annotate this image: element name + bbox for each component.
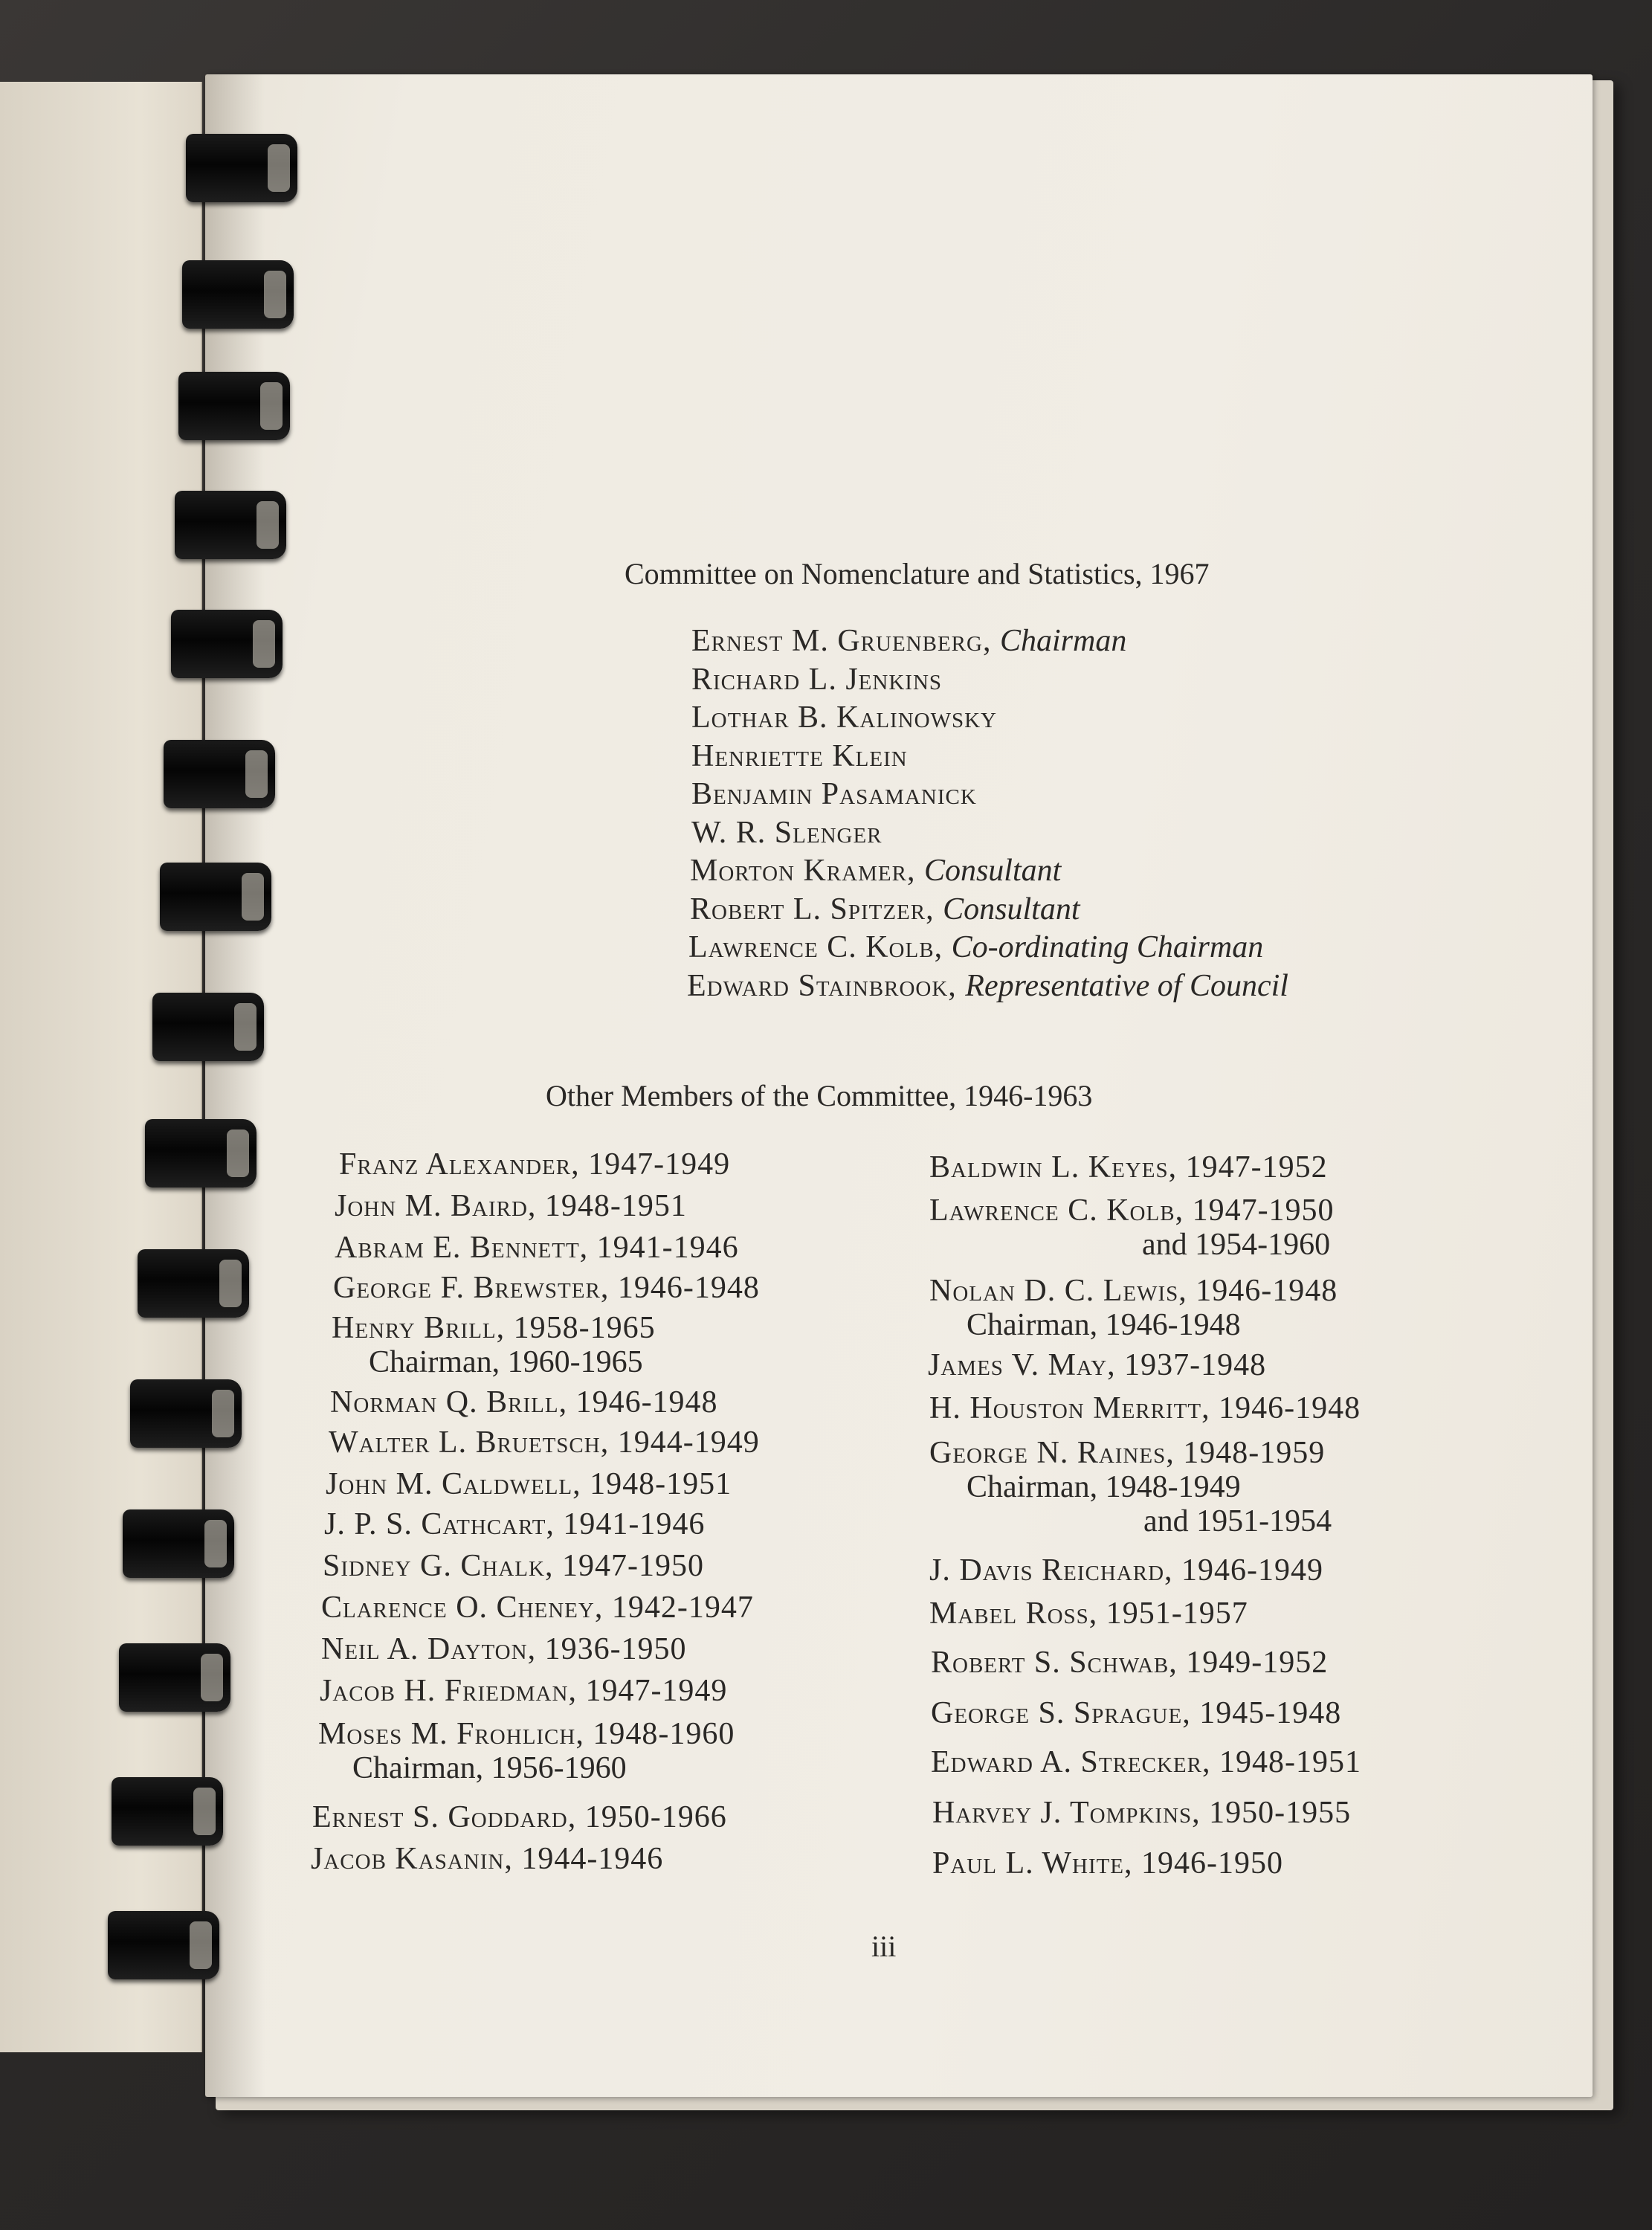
member-years: 1946-1949 xyxy=(1181,1553,1324,1588)
member-role: Consultant xyxy=(923,854,1062,888)
member-name: John M. Baird xyxy=(335,1189,528,1223)
member-name: Edward A. Strecker xyxy=(931,1745,1202,1779)
member-name: John M. Caldwell xyxy=(326,1467,573,1501)
binding-coil xyxy=(108,1911,219,1979)
member-name: George F. Brewster xyxy=(333,1271,601,1305)
member-years: 1949-1952 xyxy=(1186,1646,1329,1680)
former-member: Baldwin L. Keyes, 1947-1952 xyxy=(929,1150,1328,1185)
binding-coil xyxy=(152,993,264,1061)
binding-coil xyxy=(130,1379,242,1448)
binding-coil xyxy=(145,1119,256,1187)
member-years: 1947-1949 xyxy=(585,1674,728,1708)
member-years: 1947-1950 xyxy=(1192,1193,1335,1228)
member-name: Abram E. Bennett xyxy=(335,1231,580,1265)
binding-coil xyxy=(186,134,297,202)
former-member: Sidney G. Chalk, 1947-1950 xyxy=(323,1549,704,1583)
former-member: Jacob H. Friedman, 1947-1949 xyxy=(320,1674,728,1708)
member-years: 1947-1952 xyxy=(1185,1150,1328,1185)
member-years: 1944-1946 xyxy=(521,1842,664,1876)
member-name: Norman Q. Brill xyxy=(330,1385,559,1419)
member-name: Lothar B. Kalinowsky xyxy=(691,700,997,735)
member-years: 1948-1960 xyxy=(593,1717,735,1751)
former-member: Norman Q. Brill, 1946-1948 xyxy=(330,1385,718,1419)
member-role: Chairman xyxy=(999,624,1127,658)
member-years: 1936-1950 xyxy=(544,1632,687,1666)
committee-member: Ernest M. Gruenberg, Chairman xyxy=(691,624,1127,658)
former-member: Clarence O. Cheney, 1942-1947 xyxy=(321,1591,754,1625)
member-name: Mabel Ross xyxy=(929,1596,1089,1631)
committee-member xyxy=(691,700,997,735)
committee-heading: Committee on Nomenclature and Statistics, 1967 xyxy=(625,557,1210,590)
committee-member xyxy=(691,738,908,774)
former-member: Lawrence C. Kolb, 1947-1950 xyxy=(929,1193,1335,1228)
member-name: George S. Sprague xyxy=(931,1696,1183,1730)
member-name: W. R. Slenger xyxy=(691,815,883,850)
member-name: Clarence O. Cheney xyxy=(321,1591,595,1625)
binding-coil xyxy=(123,1509,234,1578)
committee-member xyxy=(691,662,942,697)
committee-member xyxy=(691,815,883,851)
member-name: Lawrence C. Kolb xyxy=(929,1193,1175,1228)
member-years: 1950-1955 xyxy=(1209,1796,1352,1830)
member-name: Neil A. Dayton xyxy=(321,1632,528,1666)
binding-coil xyxy=(178,372,290,440)
former-member: Robert S. Schwab, 1949-1952 xyxy=(931,1646,1329,1680)
member-note: Chairman, 1960-1965 xyxy=(369,1345,643,1379)
member-years: 1942-1947 xyxy=(611,1591,754,1625)
former-member: Moses M. Frohlich, 1948-1960 xyxy=(318,1717,735,1751)
member-name: Paul L. White xyxy=(932,1846,1125,1881)
binding-coil xyxy=(164,740,275,808)
member-name: Henry Brill xyxy=(332,1311,497,1345)
former-member: Franz Alexander, 1947-1949 xyxy=(339,1147,731,1182)
member-name: Nolan D. C. Lewis xyxy=(929,1274,1179,1308)
member-name: Franz Alexander xyxy=(339,1147,572,1182)
former-member: George S. Sprague, 1945-1948 xyxy=(931,1696,1342,1730)
page-number: iii xyxy=(871,1930,897,1963)
member-role: Consultant xyxy=(943,892,1080,927)
member-name: Ernest S. Goddard xyxy=(312,1800,568,1834)
member-years: 1948-1951 xyxy=(590,1467,732,1501)
binding-coil xyxy=(119,1643,230,1712)
binding-coil xyxy=(171,610,283,678)
member-years: 1948-1959 xyxy=(1183,1436,1326,1470)
binding-coil xyxy=(138,1249,249,1318)
member-name: Henriette Klein xyxy=(691,738,908,773)
member-years: 1946-1948 xyxy=(575,1385,718,1419)
member-years: 1946-1948 xyxy=(1196,1274,1338,1308)
former-member: Nolan D. C. Lewis, 1946-1948 xyxy=(929,1274,1338,1308)
member-note: and 1954-1960 xyxy=(1142,1228,1331,1262)
member-role: Representative of Council xyxy=(965,968,1288,1003)
member-name: Sidney G. Chalk xyxy=(323,1549,545,1583)
member-years: 1937-1948 xyxy=(1124,1348,1267,1382)
member-name: Moses M. Frohlich xyxy=(318,1717,576,1751)
member-note: Chairman, 1948-1949 xyxy=(967,1470,1241,1504)
member-years: 1941-1946 xyxy=(596,1231,739,1265)
member-years: 1946-1948 xyxy=(1219,1391,1361,1425)
member-years: 1946-1948 xyxy=(617,1271,760,1305)
binding-coil xyxy=(182,260,294,329)
former-member: H. Houston Merritt, 1946-1948 xyxy=(929,1391,1361,1425)
former-member: Harvey J. Tompkins, 1950-1955 xyxy=(932,1796,1352,1830)
member-name: Lawrence C. Kolb xyxy=(688,930,935,964)
member-name: James V. May xyxy=(928,1348,1108,1382)
binding-coil xyxy=(175,491,286,559)
committee-member xyxy=(691,776,977,812)
former-member: Mabel Ross, 1951-1957 xyxy=(929,1596,1248,1631)
member-years: 1947-1950 xyxy=(561,1549,704,1583)
member-name: Jacob H. Friedman xyxy=(320,1674,569,1708)
former-member: Henry Brill, 1958-1965 xyxy=(332,1311,656,1345)
member-name: Robert S. Schwab xyxy=(931,1646,1169,1680)
committee-member: Lawrence C. Kolb, Co-ordinating Chairman xyxy=(688,930,1264,964)
member-note: Chairman, 1946-1948 xyxy=(967,1308,1241,1342)
member-name: Baldwin L. Keyes xyxy=(929,1150,1169,1185)
member-name: Ernest M. Gruenberg xyxy=(691,624,983,658)
former-member: George F. Brewster, 1946-1948 xyxy=(333,1271,760,1305)
committee-member: Robert L. Spitzer, Consultant xyxy=(690,892,1080,927)
member-name: Benjamin Pasamanick xyxy=(691,777,977,811)
member-note: and 1951-1954 xyxy=(1143,1504,1332,1538)
former-member: John M. Caldwell, 1948-1951 xyxy=(326,1467,732,1501)
member-name: J. P. S. Cathcart xyxy=(324,1507,546,1541)
member-years: 1945-1948 xyxy=(1199,1696,1342,1730)
former-member: James V. May, 1937-1948 xyxy=(928,1348,1267,1382)
committee-member: Morton Kramer, Consultant xyxy=(690,854,1062,888)
member-years: 1948-1951 xyxy=(1219,1745,1361,1779)
member-years: 1944-1949 xyxy=(617,1425,760,1460)
former-member: Neil A. Dayton, 1936-1950 xyxy=(321,1632,687,1666)
committee-member: Edward Stainbrook, Representative of Council xyxy=(687,968,1288,1003)
member-name: Harvey J. Tompkins xyxy=(932,1796,1193,1830)
spiral-binding xyxy=(45,119,268,2112)
former-member: Ernest S. Goddard, 1950-1966 xyxy=(312,1800,727,1834)
member-years: 1951-1957 xyxy=(1106,1596,1248,1631)
former-member: Walter L. Bruetsch, 1944-1949 xyxy=(329,1425,760,1460)
former-member: Edward A. Strecker, 1948-1951 xyxy=(931,1745,1361,1779)
former-member: Jacob Kasanin, 1944-1946 xyxy=(311,1842,664,1876)
member-years: 1947-1949 xyxy=(588,1147,731,1182)
former-member: John M. Baird, 1948-1951 xyxy=(335,1189,687,1223)
member-name: George N. Raines xyxy=(929,1436,1167,1470)
member-name: Walter L. Bruetsch xyxy=(329,1425,601,1460)
other-members-heading: Other Members of the Committee, 1946-1963 xyxy=(546,1079,1093,1112)
member-name: Jacob Kasanin xyxy=(311,1842,505,1876)
member-name: Edward Stainbrook xyxy=(687,968,949,1003)
member-name: J. Davis Reichard xyxy=(929,1553,1165,1588)
member-years: 1941-1946 xyxy=(563,1507,706,1541)
member-name: Robert L. Spitzer xyxy=(690,892,926,927)
binding-coil xyxy=(112,1777,223,1846)
member-note: Chairman, 1956-1960 xyxy=(352,1751,627,1785)
former-member: J. Davis Reichard, 1946-1949 xyxy=(929,1553,1324,1588)
member-years: 1946-1950 xyxy=(1141,1846,1284,1881)
former-member: Abram E. Bennett, 1941-1946 xyxy=(335,1231,739,1265)
member-name: Morton Kramer xyxy=(690,854,907,888)
member-name: Richard L. Jenkins xyxy=(691,662,943,697)
former-member: Paul L. White, 1946-1950 xyxy=(932,1846,1284,1881)
member-role: Co-ordinating Chairman xyxy=(951,930,1264,964)
member-years: 1958-1965 xyxy=(513,1311,656,1345)
former-member: J. P. S. Cathcart, 1941-1946 xyxy=(324,1507,706,1541)
member-years: 1948-1951 xyxy=(544,1189,687,1223)
former-member: George N. Raines, 1948-1959 xyxy=(929,1436,1326,1470)
member-name: H. Houston Merritt xyxy=(929,1391,1202,1425)
member-years: 1950-1966 xyxy=(584,1800,727,1834)
binding-coil xyxy=(160,863,271,931)
